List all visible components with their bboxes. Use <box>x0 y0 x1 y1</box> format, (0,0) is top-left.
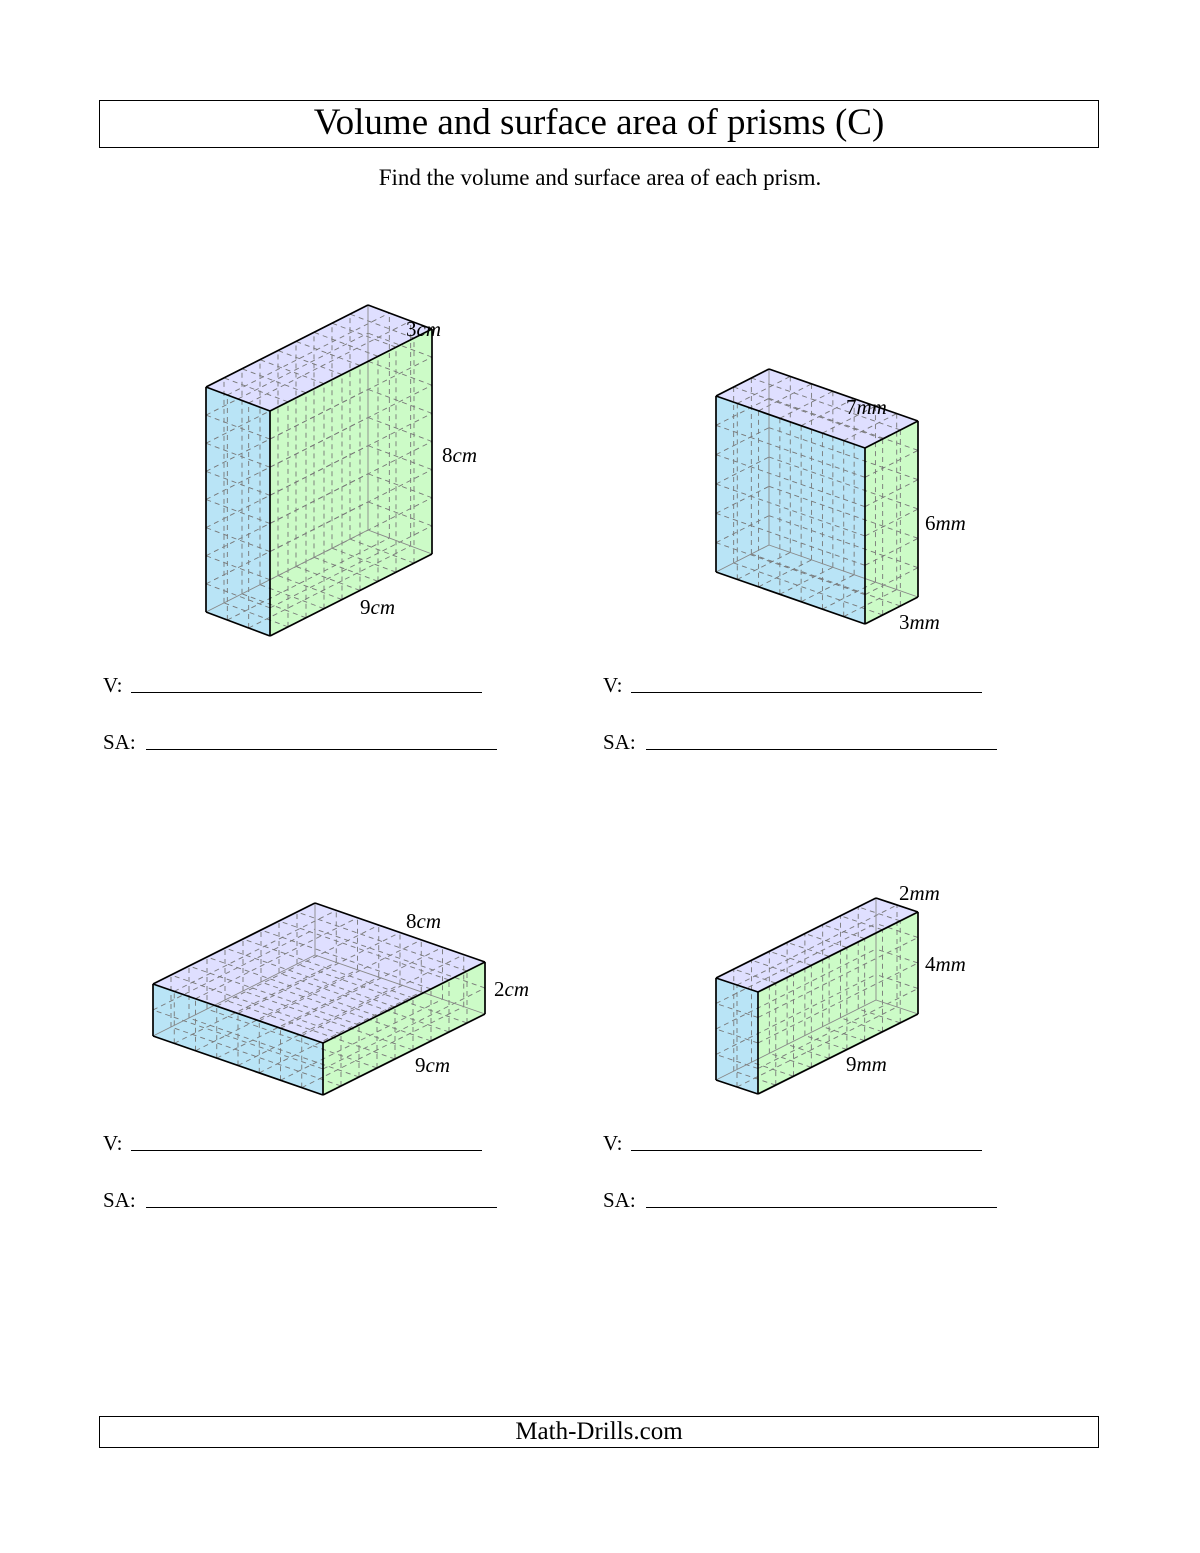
dimension-label-height: 8cm <box>442 443 477 467</box>
prism-figure-4 <box>716 881 966 1094</box>
dimension-label-height: 4mm <box>925 952 966 976</box>
surface-area-label: SA: <box>103 1188 136 1212</box>
volume-label: V: <box>103 1131 123 1155</box>
problem-2-sa-answer <box>603 730 636 755</box>
problem-4-sa-blank[interactable] <box>646 1207 997 1208</box>
problem-1-sa-answer <box>103 730 136 755</box>
footer-site: Math-Drills.com <box>99 1416 1099 1448</box>
problem-4-volume-answer <box>603 1131 622 1156</box>
surface-area-label: SA: <box>603 1188 636 1212</box>
problem-2-volume-blank[interactable] <box>631 692 982 693</box>
prism-figure-3 <box>153 903 529 1095</box>
surface-area-label: SA: <box>603 730 636 754</box>
dimension-label-bottom: 9mm <box>846 1052 887 1076</box>
volume-label: V: <box>603 1131 623 1155</box>
problem-1-sa-blank[interactable] <box>146 749 497 750</box>
dimension-label-bottom: 9cm <box>415 1053 450 1077</box>
surface-area-label: SA: <box>103 730 136 754</box>
worksheet-instructions: Find the volume and surface area of each prism. <box>378 165 822 190</box>
dimension-label-bottom: 3mm <box>899 610 940 634</box>
dimension-label-height: 2cm <box>494 977 529 1001</box>
prism-figure-2 <box>716 369 966 634</box>
volume-label: V: <box>103 673 123 697</box>
prism-figure-1 <box>206 305 477 636</box>
problem-2-volume-answer <box>603 673 622 698</box>
dimension-label-height: 6mm <box>925 511 966 535</box>
problem-4-volume-blank[interactable] <box>631 1150 982 1151</box>
dimension-label-top: 7mm <box>846 395 887 419</box>
worksheet-title: Volume and surface area of prisms (C) <box>99 100 1099 148</box>
problem-4-sa-answer <box>603 1188 636 1213</box>
problem-3-volume-blank[interactable] <box>131 1150 482 1151</box>
dimension-label-top: 8cm <box>406 909 441 933</box>
volume-label: V: <box>603 673 623 697</box>
problem-3-volume-answer <box>103 1131 122 1156</box>
dimension-label-bottom: 9cm <box>360 595 395 619</box>
dimension-label-top: 3cm <box>406 317 441 341</box>
problem-3-sa-answer <box>103 1188 136 1213</box>
problem-1-volume-blank[interactable] <box>131 692 482 693</box>
problem-2-sa-blank[interactable] <box>646 749 997 750</box>
dimension-label-top: 2mm <box>899 881 940 905</box>
problem-1-volume-answer <box>103 673 122 698</box>
problem-3-sa-blank[interactable] <box>146 1207 497 1208</box>
